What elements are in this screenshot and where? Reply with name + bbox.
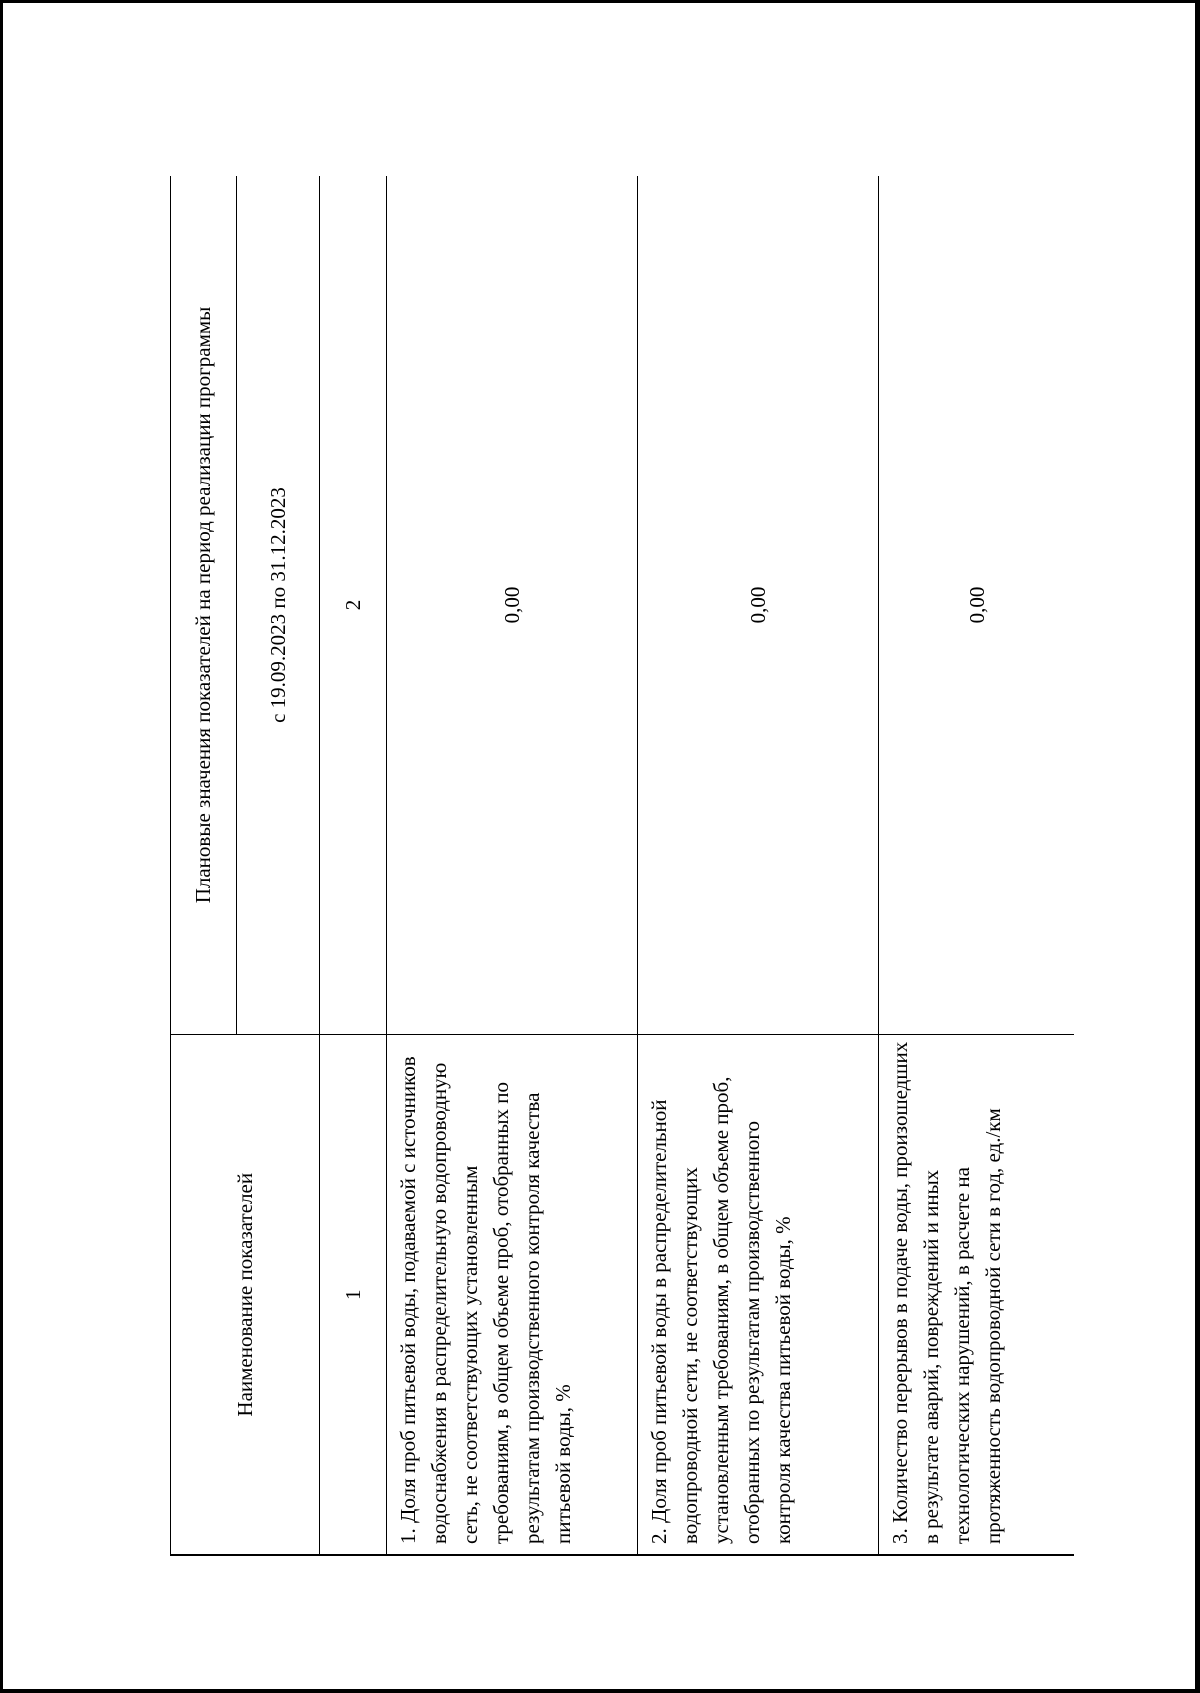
table-row (638, 176, 879, 1555)
indicator-value: 0,00 (879, 176, 1075, 1035)
column-number-2: 2 (320, 176, 387, 1035)
indicator-value: 0,00 (387, 176, 638, 1035)
indicator-name: 3. Количество перерывов в подаче воды, произошедших в результате аварий, повреждений и иных технологических нарушений, в расчете на протяженность водопроводной сети в год, ед./км (879, 1035, 1075, 1555)
column-number-1: 1 (320, 1035, 387, 1555)
indicator-name: 2. Доля проб питьевой воды в распределительной водопроводной сети, не соответствующих установленным требованиям, в общем объеме проб, отобранных по результатам производственного контроля качества питьевой воды, % (638, 1035, 879, 1555)
indicators-table (170, 176, 1074, 1556)
header-row (171, 176, 237, 1555)
rotated-table-area (170, 176, 1074, 1556)
header-period: с 19.09.2023 по 31.12.2023 (237, 176, 320, 1035)
header-plan-values: Плановые значения показателей на период реализации программы (171, 176, 237, 1035)
column-numbers-row (320, 176, 387, 1555)
indicator-value: 0,00 (638, 176, 879, 1035)
table-row (879, 176, 1075, 1555)
header-indicator-name: Наименование показателей (171, 1035, 320, 1555)
table-row (387, 176, 638, 1555)
indicator-name: 1. Доля проб питьевой воды, подаваемой с источников водоснабжения в распределительную водопроводную сеть, не соответствующих установленным требованиям, в общем объеме проб, отобранных по результатам производственного контроля качества питьевой воды, % (387, 1035, 638, 1555)
table-container (170, 176, 1074, 1556)
